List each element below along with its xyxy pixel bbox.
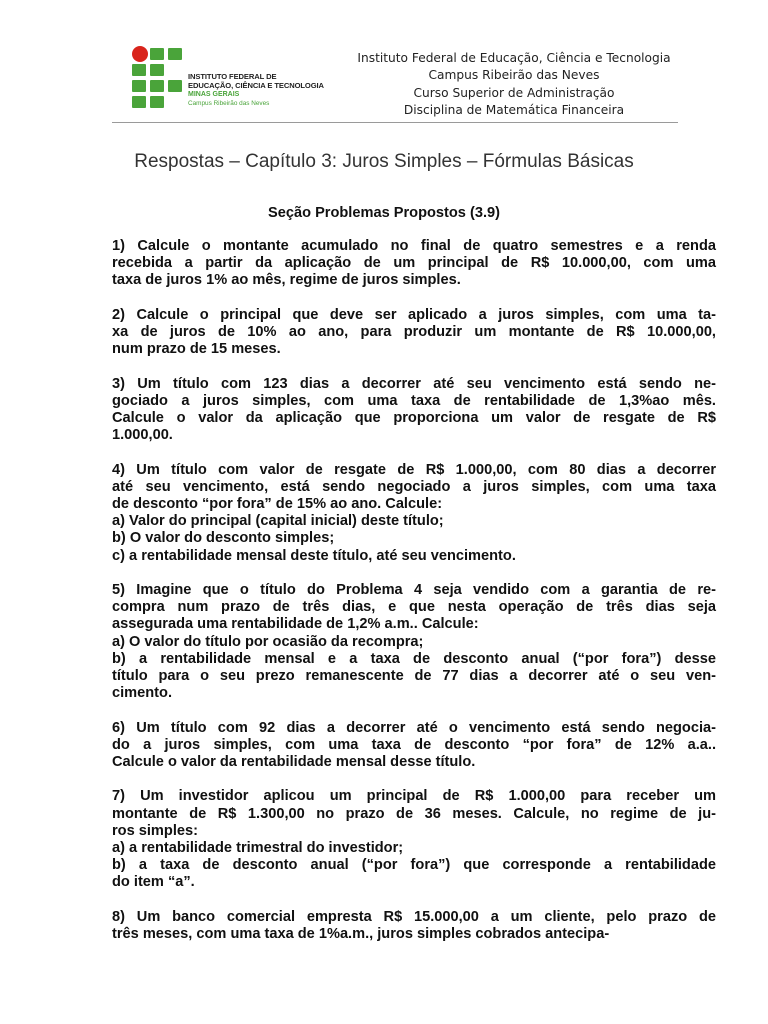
problem-item [112,582,716,702]
problem-list [112,238,716,960]
problem-line: compra num prazo de três dias, e que nesta operação de três dias seja [112,599,716,616]
problem-line: 6) Um título com 92 dias a decorrer até o vencimento está sendo negocia- [112,719,716,736]
problem-item [112,909,716,943]
problem-line: 7) Um investidor aplicou um principal de R$ 1.000,00 para receber um [112,788,716,805]
institution-logo [132,48,322,114]
institution-line: Campus Ribeirão das Neves [428,68,600,83]
problem-line: a) Valor do principal (capital inicial) deste título; [112,513,444,530]
problem-item [112,376,716,445]
problem-item [112,720,716,772]
problem-line: xa de juros de 10% ao ano, para produzir um montante de R$ 10.000,00, [112,324,716,340]
problem-line: do item “a”. [112,874,195,891]
problem-line: b) a taxa de desconto anual (“por fora”) que corresponde a rentabilidade [112,857,716,874]
logo-line-4: Campus Ribeirão das Neves [188,100,270,107]
problem-line: 8) Um banco comercial empresta R$ 15.000,00 a um cliente, pelo prazo de [112,908,716,925]
problem-line: três meses, com uma taxa de 1%a.m., juros simples cobrados antecipa- [112,926,610,943]
document-header [112,44,678,123]
institution-line: Disciplina de Matemática Financeira [403,103,625,118]
problem-line: 2) Calcule o principal que deve ser aplicado a juros simples, com uma ta- [112,306,716,323]
problem-line: Calcule o valor da aplicação que proporciona um valor de resgate de R$ [112,410,716,426]
problem-line: Calcule o valor da rentabilidade mensal desse título. [112,754,476,771]
problem-line: montante de R$ 1.300,00 no prazo de 36 meses. Calcule, no regime de ju- [112,805,716,822]
problem-line: b) O valor do desconto simples; [112,530,335,547]
section-title: Seção Problemas Propostos (3.9) [268,205,500,221]
problem-line: 5) Imagine que o título do Problema 4 seja vendido com a garantia de re- [112,582,716,598]
logo-red-dot [132,46,148,62]
problem-item [112,307,716,359]
problem-line: b) a rentabilidade mensal e a taxa de desconto anual (“por fora”) desse [112,650,716,667]
problem-line: de desconto “por fora” de 15% ao ano. Calcule: [112,496,443,512]
logo-line-2: EDUCAÇÃO, CIÊNCIA E TECNOLOGIA [188,81,324,90]
problem-line: num prazo de 15 meses. [112,341,281,358]
problem-line: do a juros simples, com uma taxa de desconto “por fora” de 12% a.a.. [112,736,716,753]
problem-line: 3) Um título com 123 dias a decorrer até seu vencimento está sendo ne- [112,375,716,392]
problem-item [112,462,716,565]
institution-line: Curso Superior de Administração [413,85,615,100]
problem-line: recebida a partir da aplicação de um principal de R$ 10.000,00, com uma [112,255,716,272]
problem-line: a) a rentabilidade trimestral do investidor; [112,840,404,857]
problem-line: 4) Um título com valor de resgate de R$ 1.000,00, com 80 dias a decorrer [112,461,716,478]
problem-line: 1.000,00. [112,427,173,444]
problem-line: até seu vencimento, está sendo negociado a juros simples, com uma taxa [112,478,716,495]
document-title: Respostas – Capítulo 3: Juros Simples – Fórmulas Básicas [134,151,634,172]
problem-line: a) O valor do título por ocasião da recompra; [112,633,424,650]
logo-text [188,72,328,108]
problem-line: assegurada uma rentabilidade de 1,2% a.m.. Calcule: [112,616,479,633]
institution-line: Instituto Federal de Educação, Ciência e Tecnologia [357,51,671,65]
problem-line: cimento. [112,685,173,702]
problem-line: c) a rentabilidade mensal deste título, até seu vencimento. [112,547,516,564]
problem-item [112,238,716,290]
logo-line-1: INSTITUTO FEDERAL DE [188,72,277,81]
problem-line: 1) Calcule o montante acumulado no final de quatro semestres e a renda [112,238,716,254]
problem-line: título para o seu prezo remanescente de 77 dias a decorrer até o seu ven- [112,668,716,685]
logo-line-3: MINAS GERAIS [188,91,240,98]
institution-info [354,50,674,120]
problem-line: ros simples: [112,822,198,839]
problem-line: taxa de juros 1% ao mês, regime de juros simples. [112,272,461,289]
problem-line: gociado a juros simples, com uma taxa de rentabilidade de 1,3%ao mês. [112,392,716,409]
problem-item [112,788,716,891]
logo-grid-icon [132,48,184,114]
